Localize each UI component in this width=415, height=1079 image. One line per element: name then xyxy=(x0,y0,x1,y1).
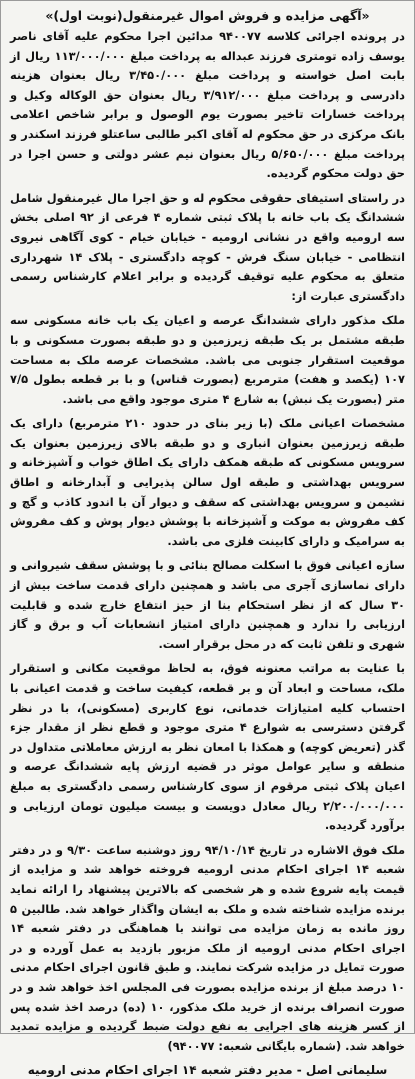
paragraph-building-description: مشخصات اعیانی ملک (با زیر بنای در حدود ۲۱۰ مترمربع) دارای یک طبقه زیرزمین بعنوان انباری و دو طبقه بالای زیرزمین بعنوان یک سرویس مسکونی که طبقه همکف دارای یک اطاق خواب و آشپزخانه و سرویس بهداشتی و طبقه اول سالن پذیرایی و آبدارخانه و اطاق نشیمن و سرویس بهداشتی که سقف و دیوار آن با اندود کاذب و گچ و کف مفروش به موکت و آشپزخانه با پوشش دیوار پوش و کف مفروش به سرامیک و دارای کابینت فلزی می باشد. xyxy=(10,416,405,548)
paragraph-valuation: با عنایت به مراتب معنونه فوق، به لحاظ موقعیت مکانی و استقرار ملک، مساحت و ابعاد آن و بر قطعه، کیفیت ساخت و قدمت اعیانی با احتساب کلیه امتیازات خدماتی، نوع کاربری (مسکونی)، با در نظر گرفتن دسترسی به شوارع ۴ متری موجود و قطع نظر از مقدار جزء گذر (تعریض کوچه) و همکذا با امعان نظر به ارزش معاملاتی متداول در منطقه و سایر عوامل موثر در قضیه ارزش پایه ششدانگ عرصه و اعیان پلاک ثبتی مرقوم از سوی کارشناس رسمی دادگستری به مبلغ ۲/۲۰۰/۰۰۰/۰۰۰ ریال معادل دویست و بیست میلیون تومان ارزیابی و برآورد گردیده. xyxy=(10,661,405,833)
paragraph-auction-terms: ملک فوق الاشاره در تاریخ ۹۴/۱۰/۱۴ روز دوشنبه ساعت ۹/۳۰ و در دفتر شعبه ۱۴ اجرای احکام مدنی ارومیه فروخته خواهد شد و مزایده از قیمت پایه شروع شده و هر شخصی که بالاترین پیشنهاد را ارائه نماید برنده مزایده شناخته شده و ملک به ایشان واگذار خواهد شد. طالبین ۵ روز مانده به زمان مزایده می توانند با هماهنگی در دفتر شعبه ۱۴ اجرای احکام مدنی ارومیه از ملک مزبور بازدید به عمل آورده و در صورت تمایل در مزایده شرکت نمایند. و طبق قانون اجرای احکام مدنی ۱۰ درصد مبلغ از برنده مزایده بصورت فی المجلس اخذ خواهد شد و در صورت انصراف برنده از خرید ملک مذکور، ۱۰ (ده) درصد اخذ شده پس از کسر هزینه های اجرایی به نفع دولت ضبط گردیده و مزایده تمدید خواهد شد. (شماره بایگانی شعبه: ۹۴۰۰۷۷) xyxy=(10,842,406,1053)
paragraph-land-description: ملک مذکور دارای ششدانگ عرصه و اعیان یک باب خانه مسکونی سه طبقه مشتمل بر یک طبقه زیرزمین و دو طبقه بصورت مسکونی و با موقعیت استقرار جنوبی می باشد. مشخصات عرصه ملک به مساحت ۱۰۷ (یکصد و هفت) مترمربع (بصورت قناس) و با بر قطعه بطول ۷/۵ متر (بصورت یک نبش) به شارع ۴ متری موجود واقع می باشد. xyxy=(10,313,405,406)
paragraph-structure-details: سازه اعیانی فوق با اسکلت مصالح بنائی و با پوشش سقف شیروانی و دارای نماسازی آجری می باشد و همچنین دارای قدمت ساخت بیش از ۳۰ سال که از نظر استحکام بنا از حیز انتفاع خارج شده و قابلیت ارزیابی را ندارد و همچنین دارای امتیاز انشعابات آب و برق و گاز شهری و تلفن ثابت که در محل برقرار است. xyxy=(10,558,405,651)
signature-line: سلیمانی اصل - مدیر دفتر شعبه ۱۴ اجرای احکام مدنی ارومیه xyxy=(27,1063,388,1078)
paragraph-case-summary: در پرونده اجرائی کلاسه ۹۴۰۰۷۷ مدائین اجرا محکوم علیه آقای ناصر یوسف زاده تومتری فرزند عبداله به پرداخت مبلغ ۱۱۳/۰۰۰/۰۰۰ ریال از بابت اصل خواسته و پرداخت مبلغ ۳/۴۵۰/۰۰۰ ریال بعنوان هزینه دادرسی و پرداخت مبلغ ۳/۹۱۲/۰۰۰ ریال بعنوان حق الوکاله وکیل و پرداخت خسارات تاخیر بصورت یوم الوصول و برابر شاخص اعلامی بانک مرکزی در حق محکوم له آقای اکبر طالبی ساعتلو فرزند اسکندر و پرداخت مبلغ ۵/۶۵۰/۰۰۰ ریال بعنوان نیم عشر دولتی و حسن اجرا در حق دولت محکوم گردیده. xyxy=(10,29,406,181)
paragraph-property-seizure: در راستای استیفای حقوقی محکوم له و حق اجرا مال غیرمنقول شامل ششدانگ یک باب خانه با پلاک ثبتی شماره ۴ فرعی از ۹۲ اصلی بخش سه ارومیه واقع در نشانی ارومیه - خیابان خیام - کوی آگاهی نیروی انتظامی - خیابان سنگ فرش - کوچه دادگستری - پلاک ۱۴ شهرداری متعلق به محکوم علیه توقیف گردیده و برابر اعلام کارشناس رسمی دادگستری عبارت از: xyxy=(10,190,406,303)
notice-title: «آگهی مزایده و فروش اموال غیرمنقول(نوبت اول)» xyxy=(45,8,370,23)
